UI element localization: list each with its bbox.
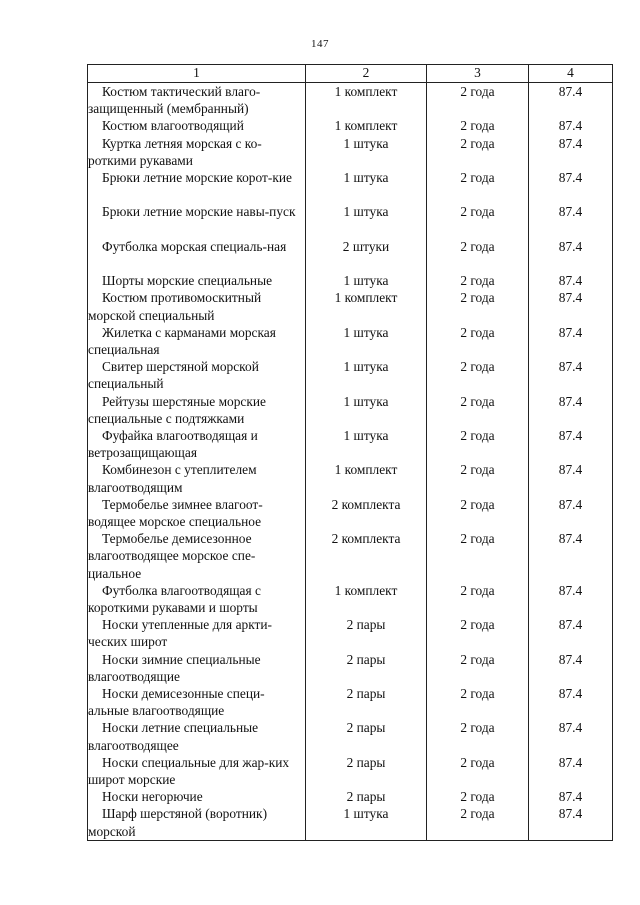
item-period: 2 года — [427, 496, 529, 530]
item-period: 2 года — [427, 616, 529, 650]
item-name: Свитер шерстяной морской специальный — [88, 358, 306, 392]
item-name: Носки демисезонные специ-альные влагоотводящие — [88, 685, 306, 719]
item-quantity: 1 штука — [306, 272, 427, 289]
item-name: Брюки летние морские навы-пуск — [88, 203, 306, 237]
item-quantity: 1 штука — [306, 393, 427, 427]
table-row — [88, 651, 613, 685]
item-name: Жилетка с карманами морская специальная — [88, 324, 306, 358]
item-name: Шорты морские специальные — [88, 272, 306, 289]
table-row — [88, 135, 613, 169]
item-quantity: 2 пары — [306, 616, 427, 650]
table-row — [88, 616, 613, 650]
item-period: 2 года — [427, 117, 529, 134]
item-name: Футболка влагоотводящая с короткими рукавами и шорты — [88, 582, 306, 616]
table-row — [88, 324, 613, 358]
item-quantity: 2 штуки — [306, 238, 427, 272]
item-name: Костюм противомоскитный морской специальный — [88, 289, 306, 323]
item-quantity: 2 пары — [306, 651, 427, 685]
item-period: 2 года — [427, 324, 529, 358]
item-name: Носки летние специальные влагоотводящее — [88, 719, 306, 753]
item-period: 2 года — [427, 83, 529, 118]
table-row — [88, 530, 613, 582]
item-period: 2 года — [427, 289, 529, 323]
item-name: Носки специальные для жар-ких широт морские — [88, 754, 306, 788]
item-period: 2 года — [427, 719, 529, 753]
item-period: 2 года — [427, 169, 529, 203]
item-quantity: 1 штука — [306, 169, 427, 203]
table-row — [88, 117, 613, 134]
table-row — [88, 393, 613, 427]
item-quantity: 1 комплект — [306, 461, 427, 495]
item-quantity: 2 комплекта — [306, 530, 427, 582]
item-period: 2 года — [427, 530, 529, 582]
item-period: 2 года — [427, 651, 529, 685]
item-norm-ref: 87.4 — [529, 788, 613, 805]
item-quantity: 2 пары — [306, 719, 427, 753]
header-row — [88, 65, 613, 83]
item-norm-ref: 87.4 — [529, 135, 613, 169]
table-row — [88, 83, 613, 118]
item-period: 2 года — [427, 427, 529, 461]
item-period: 2 года — [427, 238, 529, 272]
item-name: Термобелье зимнее влагоот-водящее морское специальное — [88, 496, 306, 530]
item-name: Носки утепленные для аркти-ческих широт — [88, 616, 306, 650]
table-row — [88, 203, 613, 237]
item-quantity: 1 комплект — [306, 117, 427, 134]
item-norm-ref: 87.4 — [529, 461, 613, 495]
table-row — [88, 272, 613, 289]
item-quantity: 1 штука — [306, 805, 427, 840]
item-norm-ref: 87.4 — [529, 754, 613, 788]
table-row — [88, 685, 613, 719]
item-quantity: 1 штука — [306, 203, 427, 237]
item-norm-ref: 87.4 — [529, 169, 613, 203]
item-norm-ref: 87.4 — [529, 289, 613, 323]
item-norm-ref: 87.4 — [529, 496, 613, 530]
item-period: 2 года — [427, 135, 529, 169]
item-quantity: 1 комплект — [306, 582, 427, 616]
item-name: Шарф шерстяной (воротник) морской — [88, 805, 306, 840]
item-norm-ref: 87.4 — [529, 427, 613, 461]
item-norm-ref: 87.4 — [529, 530, 613, 582]
item-quantity: 1 комплект — [306, 289, 427, 323]
item-period: 2 года — [427, 754, 529, 788]
item-name: Рейтузы шерстяные морские специальные с подтяжками — [88, 393, 306, 427]
item-norm-ref: 87.4 — [529, 238, 613, 272]
item-name: Брюки летние морские корот-кие — [88, 169, 306, 203]
column-header-4: 4 — [529, 65, 613, 83]
item-name: Носки негорючие — [88, 788, 306, 805]
item-period: 2 года — [427, 393, 529, 427]
item-quantity: 1 штука — [306, 324, 427, 358]
page-number: 147 — [311, 38, 329, 50]
item-period: 2 года — [427, 788, 529, 805]
table-row — [88, 496, 613, 530]
item-norm-ref: 87.4 — [529, 805, 613, 840]
item-period: 2 года — [427, 685, 529, 719]
item-norm-ref: 87.4 — [529, 719, 613, 753]
item-period: 2 года — [427, 582, 529, 616]
table-row — [88, 805, 613, 840]
item-norm-ref: 87.4 — [529, 582, 613, 616]
item-name: Костюм тактический влаго-защищенный (мембранный) — [88, 83, 306, 118]
item-period: 2 года — [427, 203, 529, 237]
item-name: Термобелье демисезонное влагоотводящее морское спе-циальное — [88, 530, 306, 582]
table-row — [88, 461, 613, 495]
item-norm-ref: 87.4 — [529, 685, 613, 719]
column-header-3: 3 — [427, 65, 529, 83]
item-norm-ref: 87.4 — [529, 272, 613, 289]
item-quantity: 1 комплект — [306, 83, 427, 118]
item-quantity: 1 штука — [306, 135, 427, 169]
item-name: Комбинезон с утеплителем влагоотводящим — [88, 461, 306, 495]
table-row — [88, 754, 613, 788]
item-period: 2 года — [427, 461, 529, 495]
item-quantity: 2 пары — [306, 788, 427, 805]
item-norm-ref: 87.4 — [529, 203, 613, 237]
supply-norms-table — [87, 64, 613, 841]
item-norm-ref: 87.4 — [529, 83, 613, 118]
item-name: Куртка летняя морская с ко-роткими рукавами — [88, 135, 306, 169]
item-name: Костюм влагоотводящий — [88, 117, 306, 134]
item-quantity: 2 пары — [306, 754, 427, 788]
item-norm-ref: 87.4 — [529, 651, 613, 685]
table-row — [88, 427, 613, 461]
column-header-1: 1 — [88, 65, 306, 83]
table-row — [88, 719, 613, 753]
item-period: 2 года — [427, 805, 529, 840]
item-name: Футболка морская специаль-ная — [88, 238, 306, 272]
table-row — [88, 788, 613, 805]
item-period: 2 года — [427, 358, 529, 392]
table-row — [88, 169, 613, 203]
item-quantity: 1 штука — [306, 358, 427, 392]
item-quantity: 2 комплекта — [306, 496, 427, 530]
item-norm-ref: 87.4 — [529, 393, 613, 427]
item-name: Фуфайка влагоотводящая и ветрозащищающая — [88, 427, 306, 461]
item-norm-ref: 87.4 — [529, 616, 613, 650]
table-row — [88, 238, 613, 272]
item-norm-ref: 87.4 — [529, 324, 613, 358]
item-quantity: 1 штука — [306, 427, 427, 461]
table-row — [88, 582, 613, 616]
item-norm-ref: 87.4 — [529, 117, 613, 134]
item-period: 2 года — [427, 272, 529, 289]
item-name: Носки зимние специальные влагоотводящие — [88, 651, 306, 685]
item-norm-ref: 87.4 — [529, 358, 613, 392]
table-row — [88, 358, 613, 392]
table-row — [88, 289, 613, 323]
column-header-2: 2 — [306, 65, 427, 83]
item-quantity: 2 пары — [306, 685, 427, 719]
